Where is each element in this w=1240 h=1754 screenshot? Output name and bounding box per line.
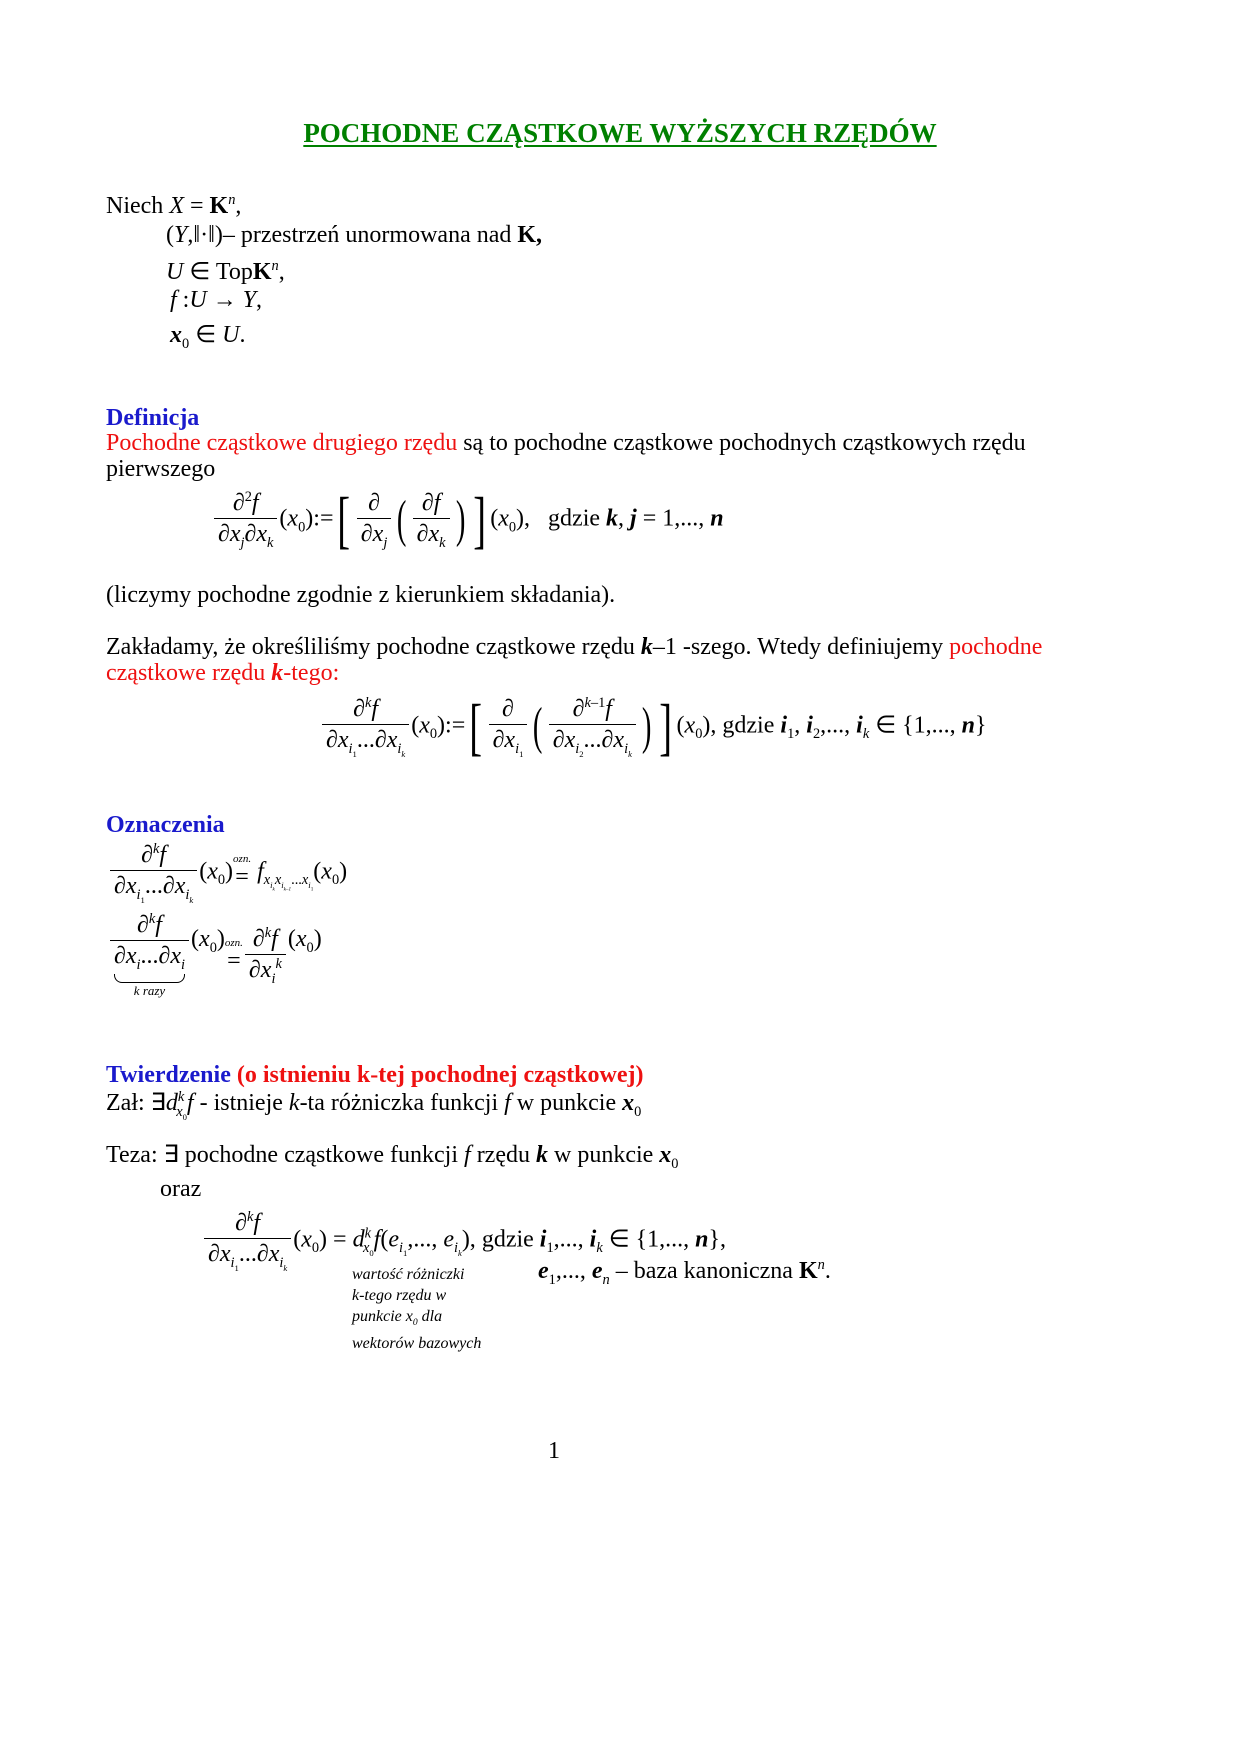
theorem-where: gdzie: [481, 1226, 534, 1253]
zal-text-1: - istnieje: [199, 1090, 283, 1116]
theorem-heading: Twierdzenie: [106, 1062, 231, 1088]
note-line-4: wektorów bazowych: [352, 1335, 482, 1353]
assume-text-2: -szego. Wtedy definiujemy: [682, 634, 944, 660]
page-title: POCHODNE CZĄSTKOWE WYŻSZYCH RZĘDÓW: [303, 118, 937, 148]
ozn-label-1: ozn.: [233, 853, 252, 866]
theorem-zal: Zał: $\exists d^k_{x_0}f$ - istnieje k-ta różniczka funkcji f w punkcie $x_0$: [106, 1089, 642, 1122]
oraz-label: oraz: [160, 1176, 202, 1202]
formula-second-order: $\frac{\partial^2f}{\partial x_j\partial x_k}$ $(x_0):=$[ ∂ $\partial x_j$ ( $\frac{\partial f}{\partial x_k}$ ) ] $(x_0)$, gdzie k, j = 1,..., n: [212, 488, 724, 552]
note-line-3: punkcie $x_0$ dla: [352, 1308, 443, 1329]
note-line-2: k-tego rzędu w: [352, 1287, 447, 1304]
formula2-where: gdzie: [722, 712, 775, 739]
niech-label: Niech: [106, 193, 164, 219]
k-razy-label: k razy: [133, 982, 166, 998]
notation-heading: Oznaczenia: [106, 812, 225, 838]
teza-text-2: rzędu: [476, 1142, 530, 1168]
normed-space-text: – przestrzeń unormowana nad: [222, 222, 512, 248]
theorem-formula: ∂$^k$f $\partial x_{i_1}...\partial x_{i_k}$ $(x_0) = d^k_{x_0}f(e_{i_1}$,..., $e_{i_k}$), gdzie $i_1$,..., $i_k$ ∈ {1,..., n},: [202, 1208, 726, 1273]
assumption-line-3: U ∈ TopK$^n$,: [166, 258, 285, 285]
theorem-subtitle: (o istnieniu k-tej pochodnej cząstkowej): [236, 1062, 644, 1088]
assume-red-1: pochodne: [949, 634, 1043, 660]
notation-formula-1: ∂$^k$f $\partial x_{i_1}...\partial x_{i_k}$ $(x_0)$ ozn. = $f_{x_{i_k}x_{i_{k-1}}...x_{i_1}}(x_0)$: [108, 840, 347, 905]
assumption-line-1: Niech $X = K^n$,: [106, 192, 242, 219]
definition-line-1: [106, 430, 1026, 457]
assume-red-2: cząstkowe rzędu: [106, 660, 266, 686]
teza-label: Teza:: [106, 1142, 158, 1168]
assumption-line-5: $x_0$ ∈ U.: [170, 322, 246, 352]
assume-line-2: cząstkowe rzędu k-tego:: [106, 660, 340, 686]
note-line-3-pre: punkcie: [352, 1308, 402, 1325]
assume-line-1: Zakładamy, że określiliśmy pochodne cząstkowe rzędu k–1 -szego. Wtedy definiujemy pochodne: [106, 634, 1043, 660]
canonical-basis: $e_1$,..., $e_n$ – baza kanoniczna $K^n$.: [538, 1257, 831, 1288]
zal-label: Zał:: [106, 1090, 145, 1116]
formula-kth-order: ∂$^k$f $\partial x_{i_1}...\partial x_{i_k}$ $(x_0):=$[ ∂ $\partial x_{i_1}$ ( ∂$^{k-1}$f $\partial x_{i_2}...\partial x_{i_k}$ ) ] $(x_0)$, gdzie $i_1$, $i_2$,..., $i_k$ ∈ {1,..., n}: [320, 694, 987, 759]
differential-note: [352, 1264, 481, 1354]
definition-text: są to pochodne cząstkowe pochodnych cząstkowych rzędu: [457, 430, 1026, 456]
notation-formula-2: ∂$^k$f $\partial x_i...\partial x_i$ k razy $(x_0)$ ozn. = ∂$^k$f $\partial x_i^k$ $(x_0)$: [108, 910, 322, 999]
assume-text-1: Zakładamy, że określiliśmy pochodne cząstkowe rzędu: [106, 634, 635, 660]
teza-text-1: pochodne cząstkowe funkcji: [184, 1142, 459, 1168]
definition-heading: Definicja: [106, 405, 200, 431]
definition-term: Pochodne cząstkowe drugiego rzędu: [106, 430, 458, 456]
baza-text: – baza kanoniczna: [615, 1258, 793, 1284]
definition-line-2: pierwszego: [106, 456, 216, 482]
assume-red-3: -tego:: [283, 660, 340, 686]
assumption-line-2: (Y,‖·‖)– przestrzeń unormowana nad K,: [166, 222, 543, 248]
ozn-label-2: ozn.: [224, 937, 243, 950]
formula-where: gdzie: [548, 505, 601, 532]
note-line-3-post: dla: [421, 1308, 443, 1325]
zal-text-2: -ta różniczka funkcji: [299, 1090, 499, 1116]
assumption-line-4: f :U → Y,: [170, 287, 263, 313]
theorem-heading-line: [106, 1062, 644, 1089]
zal-text-3: w punkcie: [516, 1090, 617, 1116]
top-label: Top: [215, 259, 253, 285]
order-note: (liczymy pochodne zgodnie z kierunkiem składania).: [106, 582, 616, 608]
underbrace: [114, 974, 185, 983]
theorem-teza: Teza: ∃ pochodne cząstkowe funkcji f rzędu k w punkcie $x_0$: [106, 1142, 679, 1172]
page-number: 1: [548, 1438, 560, 1464]
note-line-1: wartość różniczki: [352, 1266, 465, 1283]
teza-text-3: w punkcie: [553, 1142, 654, 1168]
